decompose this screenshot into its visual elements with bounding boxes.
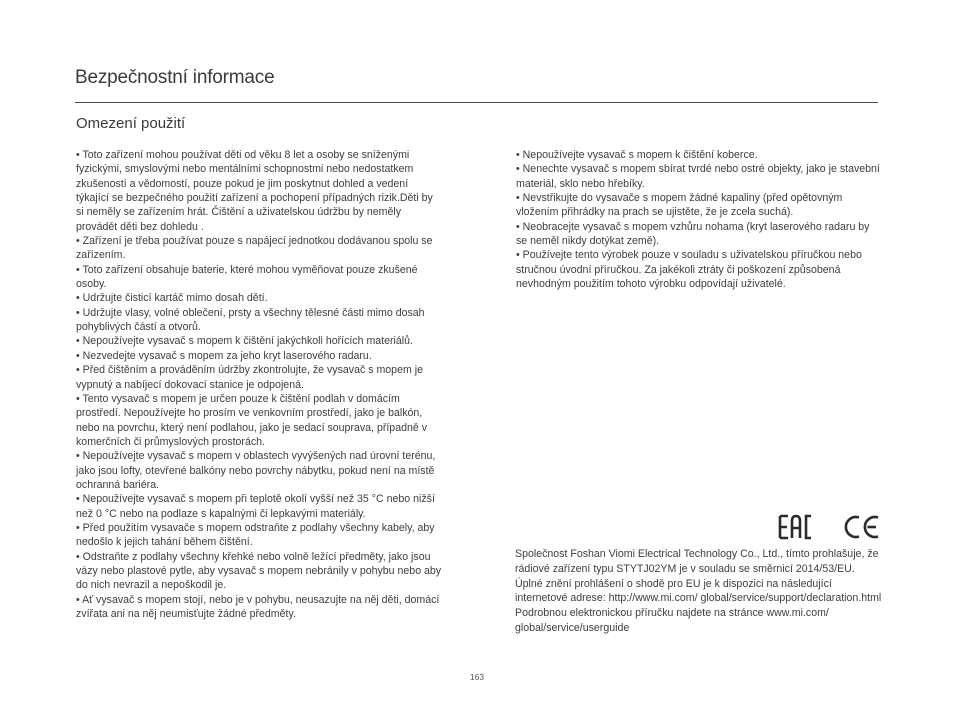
list-item: • Tento vysavač s mopem je určen pouze k čištění podlah v domácím prostředí. Nepoužívejte ho prosím ve venkovním prostředí, jako je balkón, nebo na povrchu, který není podlahou, jako je sedací souprava, případně v komerčních či průmyslových prostorách. <box>76 392 428 448</box>
declaration-text: Společnost Foshan Viomi Electrical Technology Co., Ltd., tímto prohlašuje, že rádiové zařízení typu STYTJ02YM je v souladu se směrnicí 2014/53/EU. Úplné znění prohlášení o shodě pro EU je k dispozici na následující internetové adrese: http://www.mi.com/ global/service/support/declaration.html <box>515 548 882 605</box>
list-item: • Před čištěním a prováděním údržby zkontrolujte, že vysavač s mopem je vypnutý a nabíjecí dokovací stanice je odpojená. <box>76 364 423 391</box>
list-item: • Před použitím vysavače s mopem odstraňte z podlahy všechny kabely, aby nedošlo k jejich tahání během čištění. <box>76 521 435 549</box>
compliance-block <box>515 547 885 636</box>
certification-marks <box>777 512 881 542</box>
section-heading: Omezení použití <box>76 115 186 132</box>
user-guide-text: Podrobnou elektronickou příručku najdete na stránce www.mi.com/ global/service/userguide <box>515 607 829 634</box>
list-item: • Nepoužívejte vysavač s mopem při teplotě okolí vyšší než 35 °C nebo nižší než 0 °C nebo na podlaze s kapalnými či lepkavými materiály. <box>76 493 435 520</box>
list-item: • Nezvedejte vysavač s mopem za jeho kryt laserového radaru. <box>76 349 372 362</box>
list-item: • Používejte tento výrobek pouze v souladu s uživatelskou příručkou nebo stručnou úvodní příručkou. Za jakékoli ztráty či poškození způsobená nevhodným použitím tohoto výrobku odpovídají uživatelé. <box>516 249 862 291</box>
list-item: • Nepoužívejte vysavač s mopem k čištění koberce. <box>516 149 758 161</box>
list-item: • Nepoužívejte vysavač s mopem k čištění jakýchkoli hořících materiálů. <box>76 335 413 348</box>
list-item: • Ať vysavač s mopem stojí, nebo je v pohybu, neusazujte na něj děti, domácí zvířata ani na něj neumisťujte žádné předměty. <box>76 593 440 620</box>
list-item: • Toto zařízení obsahuje baterie, které mohou vyměňovat pouze zkušené osoby. <box>76 263 418 291</box>
list-item: • Udržujte vlasy, volné oblečení, prsty a všechny tělesné části mimo dosah pohyblivých částí a otvorů. <box>76 306 425 334</box>
list-item: • Odstraňte z podlahy všechny křehké nebo volně ležící předměty, jako jsou vázy nebo plastové pytle, aby vysavač s mopem nebránily v pohybu nebo aby do nich nevrazil a nepoškodil je. <box>76 550 442 592</box>
list-item: • Zařízení je třeba používat pouze s napájecí jednotkou dodávanou spolu se zařízením. <box>76 235 433 262</box>
page-number: 163 <box>469 672 485 682</box>
page-title: Bezpečnostní informace <box>75 67 275 88</box>
ce-mark-icon <box>846 517 878 537</box>
list-item: • Nenechte vysavač s mopem sbírat tvrdé nebo ostré objekty, jako je stavební materiál, sklo nebo hřebíky. <box>516 163 880 190</box>
right-column-list <box>516 148 881 291</box>
eac-mark-icon <box>780 516 811 538</box>
list-item: • Udržujte čisticí kartáč mimo dosah dětí. <box>76 292 268 305</box>
title-divider <box>75 102 878 103</box>
list-item: • Nepoužívejte vysavač s mopem v oblastech vyvýšených nad úrovní terénu, jako jsou lofty, otevřené balkóny nebo povrchy nábytku, pokud není na místě ochranná bariéra. <box>76 450 436 491</box>
list-item: • Toto zařízení mohou používat děti od věku 8 let a osoby se sníženými fyzickými, smyslovými nebo mentálními schopnostmi nebo nedostatkem zkušeností a vědomostí, pouze pokud je jim poskytnut dohled a vedení týkající se bezpečného použití zařízení a pochopení případných rizik.Děti by si neměly se zařízením hrát. Čištění a uživatelskou údržbu by neměly provádět děti bez dohledu . <box>76 149 433 233</box>
left-column-list <box>76 148 442 621</box>
list-item: • Nevstřikujte do vysavače s mopem žádné kapaliny (před opětovným vložením přihrádky na prach se ujistěte, že je zcela suchá). <box>516 192 843 219</box>
list-item: • Neobracejte vysavač s mopem vzhůru nohama (kryt laserového radaru by se neměl nikdy dotýkat země). <box>516 220 870 248</box>
